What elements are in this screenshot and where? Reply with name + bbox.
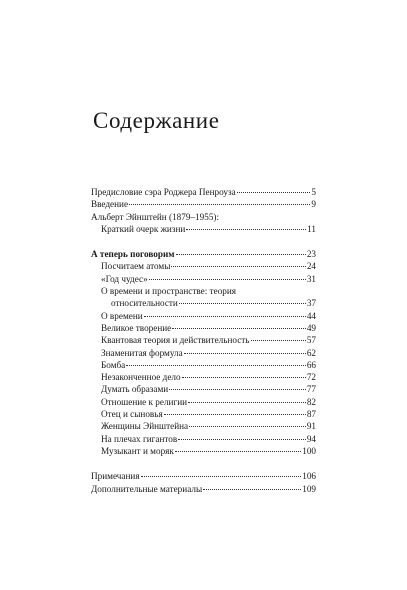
toc-entry-title: Отец и сыновья: [101, 409, 163, 420]
toc-entry-page-number: 31: [306, 273, 316, 284]
toc-entry-page-number: 49: [306, 322, 316, 333]
page-title: Содержание: [93, 108, 220, 133]
toc-entry: [91, 223, 316, 235]
toc-entry-title: Музыкант и моряк: [101, 445, 174, 456]
toc-entry-page-number: 66: [306, 359, 316, 370]
toc-entry-title: Дополнительные материалы: [91, 483, 203, 494]
toc-entry-title: Примечания: [91, 471, 140, 482]
toc-entry: [91, 445, 316, 457]
dot-leader: [175, 451, 301, 452]
toc-entry-page-number: 23: [306, 249, 316, 260]
toc-entry-page-number: 77: [306, 384, 316, 395]
toc-entry: [91, 198, 316, 210]
toc-entry: [91, 273, 316, 285]
toc-entry-title: А теперь поговорим: [91, 249, 175, 260]
toc-entry-title: Предисловие сэра Роджера Пенроуза: [91, 187, 236, 197]
toc-entry-page-number: 62: [306, 347, 316, 358]
toc-entry-title: относительности: [111, 298, 178, 309]
toc-entry: [91, 359, 316, 371]
toc-entry-page-number: 11: [307, 223, 316, 234]
toc-entry: [91, 285, 316, 297]
toc-entry-page-number: 5: [311, 187, 316, 197]
dot-leader: [169, 389, 306, 390]
toc-entry-page-number: 91: [306, 421, 316, 432]
toc-entry: [91, 310, 316, 322]
toc-entry: [91, 420, 316, 432]
dot-leader: [189, 426, 306, 427]
dot-leader: [129, 204, 310, 205]
toc-entry-title: Квантовая теория и действительность: [101, 335, 250, 346]
dot-leader: [149, 279, 306, 280]
toc-entry-title: Великое творение: [101, 322, 172, 333]
toc-entry-page-number: 100: [302, 445, 316, 456]
toc-entry-title: Знаменитая формула: [101, 347, 183, 358]
toc-entry: [91, 334, 316, 346]
toc-entry-title: О времени и пространстве: теория: [101, 286, 237, 297]
toc-entry-page-number: 94: [306, 433, 316, 444]
toc-entry: [91, 347, 316, 359]
toc-entry: [91, 248, 316, 260]
toc-entry-page-number: 82: [306, 396, 316, 407]
dot-leader: [176, 254, 306, 255]
toc-entry-title: Альберт Эйнштейн (1879–1955):: [91, 211, 220, 222]
dot-leader: [203, 489, 301, 490]
toc-entry-page-number: 72: [306, 372, 316, 383]
toc-entry: [91, 433, 316, 445]
dot-leader: [182, 377, 306, 378]
toc-entry-page-number: 57: [306, 335, 316, 346]
toc-entry: [91, 211, 316, 223]
table-of-contents: [91, 186, 316, 495]
dot-leader: [141, 476, 302, 477]
toc-entry-title: На плечах гигантов: [101, 433, 178, 444]
toc-entry: [91, 383, 316, 395]
toc-entry: [91, 470, 316, 482]
toc-entry-title: Женщины Эйнштейна: [101, 421, 189, 432]
dot-leader: [237, 192, 311, 193]
toc-entry-title: Думать образами: [101, 384, 169, 395]
toc-entry: [91, 396, 316, 408]
toc-entry: [91, 371, 316, 383]
toc-entry: [91, 186, 316, 198]
toc-entry-title: Краткий очерк жизни: [101, 223, 186, 234]
toc-entry-title: «Год чудес»: [101, 273, 148, 284]
dot-leader: [186, 229, 306, 230]
toc-entry-page-number: 109: [302, 483, 316, 494]
toc-entry: [91, 483, 316, 495]
dot-leader: [164, 414, 306, 415]
dot-leader: [184, 353, 306, 354]
dot-leader: [179, 303, 306, 304]
toc-entry-page-number: 9: [311, 199, 316, 210]
dot-leader: [188, 402, 306, 403]
toc-entry: [91, 322, 316, 334]
toc-entry: [91, 297, 316, 309]
toc-entry-page-number: 44: [306, 310, 316, 321]
toc-entry-page-number: 37: [306, 298, 316, 309]
toc-entry-title: Посчитаем атомы: [101, 261, 171, 272]
dot-leader: [144, 316, 306, 317]
toc-entry-title: Незаконченное дело: [101, 372, 181, 383]
toc-entry-title: Бомба: [101, 359, 126, 370]
toc-entry: [91, 408, 316, 420]
toc-entry-title: Отношение к религии: [101, 396, 188, 407]
toc-entry-page-number: 24: [306, 261, 316, 272]
toc-entry-page-number: 87: [306, 409, 316, 420]
dot-leader: [171, 266, 305, 267]
dot-leader: [172, 328, 306, 329]
toc-entry: [91, 260, 316, 272]
toc-entry-page-number: 106: [302, 471, 316, 482]
toc-entry-title: О времени: [101, 310, 143, 321]
dot-leader: [126, 365, 306, 366]
dot-leader: [251, 340, 306, 341]
dot-leader: [178, 439, 306, 440]
toc-entry-title: Введение: [91, 199, 129, 210]
